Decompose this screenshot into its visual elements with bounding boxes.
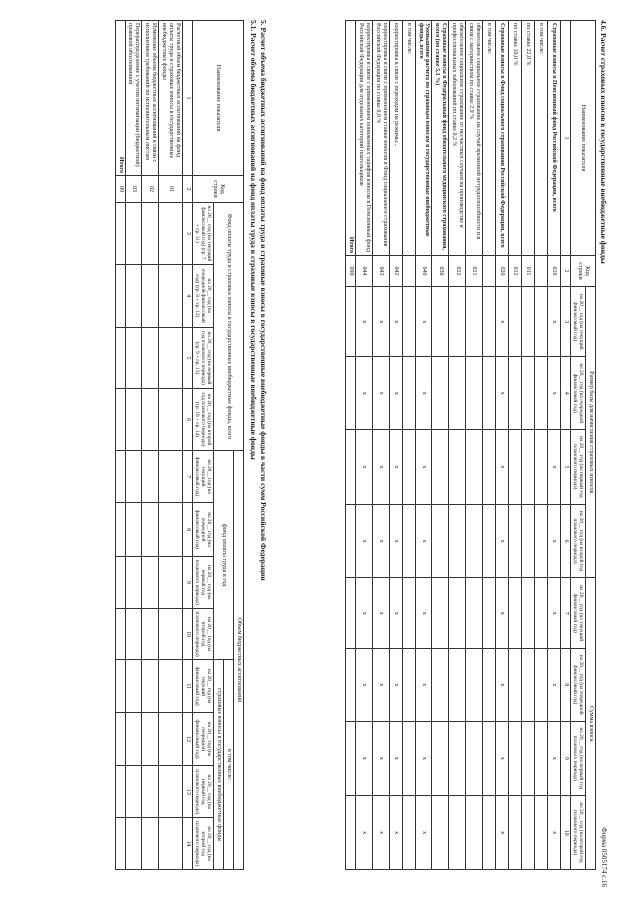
total-cell [346,578,356,648]
total-cell [346,430,356,505]
row-cell [432,430,449,505]
row-name: обязательное социальное страхование на случай временной нетрудоспособности и в связи с материнством по ставке 2,9 % [466,21,483,256]
row-code: 044 [356,256,373,287]
header-code: Код строки [570,256,595,287]
total-cell [115,556,125,608]
row-cell [402,721,415,796]
row-code [482,256,495,287]
column-header: на 20__ год (на текущий финансовый год) (гр. 7 + гр. 11) [192,203,214,265]
table-row [521,21,534,870]
row-cell [534,430,547,505]
row-cell [402,430,415,505]
row-cell: x [547,430,560,505]
row-cell: x [547,287,560,357]
row-cell [466,287,483,357]
row-cell [432,287,449,357]
row-cell [508,648,521,721]
row-name: Страховые взносы в Пенсионный фонд Российской Федерации, всего [547,21,560,256]
row-cell [521,648,534,721]
row-cell: x [415,504,432,578]
column-header: на 20__ год (на второй год планового периода) [192,818,214,870]
row-name: Страховые взносы в Фонд социального страхования Российской Федерации, всего [495,21,508,256]
row-cell [534,504,547,578]
row-cell [449,287,466,357]
header-code: Код строки [192,176,243,203]
row-cell: x [356,287,373,357]
column-number: 4 [560,357,570,430]
row-cell: x [415,357,432,430]
row-cell [142,389,159,451]
row-cell [159,556,183,608]
total-cell [346,287,356,357]
total-cell [115,327,125,388]
row-name: Страховые взносы в Федеральный фонд обязательного медицинского страхования, всего (по ставке 5,1 %) [432,21,449,256]
row-cell [432,721,449,796]
row-cell [159,712,183,766]
row-cell: x [415,721,432,796]
row-cell: x [547,721,560,796]
table-row [125,21,142,870]
row-cell [521,430,534,505]
total-cell [346,357,356,430]
row-code: 012 [508,256,521,287]
table-row [389,21,402,870]
row-cell: x [372,287,389,357]
row-cell [432,796,449,870]
column-number: 14 [182,818,192,870]
column-number: 10 [560,796,570,870]
total-row [115,21,125,870]
row-code: 021 [466,256,483,287]
column-header: на 20__ год (на первый год планового периода) [570,430,585,505]
column-header: на 20__ год (на первый год планового периода) [570,721,585,796]
row-cell: x [547,504,560,578]
total-label: Итого [115,21,125,176]
row-name: по ставке 22,0 % [521,21,534,256]
row-cell [466,430,483,505]
row-cell: x [389,504,402,578]
table-row [432,21,449,870]
column-number: 12 [182,712,192,766]
row-name: корректировка в связи с переходом на режимы... [389,21,402,256]
section-46-title: 4.6. Расчет страховых взносов в государственные внебюджетные фонды [599,20,608,264]
column-number: 5 [182,327,192,388]
row-cell [449,796,466,870]
row-cell: x [495,287,508,357]
total-cell [115,712,125,766]
row-cell [125,818,142,870]
row-code: 040 [415,256,432,287]
row-cell: x [372,796,389,870]
column-number: 6 [182,389,192,451]
table-row [508,21,521,870]
column-header: на 20__ год (на текущий финансовый год) [570,578,585,648]
section-5-title: 5. Расчет объема бюджетных ассигнований на фонд оплаты труда и страховые взносы в государственные внебюджетные фонды в части сумм Российской Федерации [259,20,268,581]
row-cell [482,578,495,648]
row-cell: x [356,721,373,796]
row-cell [402,287,415,357]
row-cell [482,796,495,870]
row-cell [482,287,495,357]
table-row [356,21,373,870]
column-number: 2 [560,256,570,287]
column-number: 1 [182,21,192,176]
row-code [534,256,547,287]
row-cell [449,430,466,505]
row-cell: x [356,796,373,870]
row-cell: x [372,578,389,648]
table-row [402,21,415,870]
row-cell: x [415,796,432,870]
row-cell: x [547,796,560,870]
row-cell: x [547,648,560,721]
row-cell [508,357,521,430]
column-header: на 20__ год (на первый год планового периода) (гр. 9 + гр. 13) [192,327,214,388]
column-number: 6 [560,504,570,578]
table-row [142,21,159,870]
row-cell [402,796,415,870]
row-cell: x [356,430,373,505]
row-cell [466,578,483,648]
header-indicator: Наименование показателя [570,21,595,256]
row-cell [125,712,142,766]
column-number: 9 [182,556,192,608]
column-header: на 20__ год (на первый год планового периода) [192,556,214,608]
total-cell [115,766,125,818]
total-cell [115,503,125,557]
row-cell [508,578,521,648]
column-header: на 20__ год (на очередной финансовый год) [570,357,585,430]
row-cell [125,327,142,388]
row-cell [449,578,466,648]
column-number: 2 [182,176,192,203]
row-name: в том числе: [534,21,547,256]
table-row [466,21,483,870]
row-cell: x [389,796,402,870]
row-cell [402,578,415,648]
row-cell [466,648,483,721]
row-cell: x [415,578,432,648]
row-cell: x [495,796,508,870]
row-cell: x [372,648,389,721]
row-cell [508,504,521,578]
row-cell: x [372,504,389,578]
column-number: 9 [560,721,570,796]
total-label: Итого [346,21,356,256]
column-header: на 20__ год (на текущий финансовый год) [192,450,214,502]
column-number: 8 [182,503,192,557]
row-cell: x [356,504,373,578]
header-ins: страховые взносы в государственные внебюджетные фонды [214,660,224,870]
row-cell [159,264,183,327]
insurance-table [345,20,596,870]
row-cell: x [356,357,373,430]
row-cell [508,796,521,870]
row-cell [534,648,547,721]
column-number: 7 [182,450,192,502]
row-cell: x [415,430,432,505]
row-cell [159,608,183,660]
row-code: 01 [159,176,183,203]
row-cell: x [415,648,432,721]
row-cell: x [389,430,402,505]
row-cell: x [495,578,508,648]
row-cell [125,450,142,502]
row-cell: x [372,357,389,430]
row-cell [125,660,142,712]
total-cell [115,203,125,265]
column-header: на 20__ год (на очередной финансовый год) [570,648,585,721]
row-cell [534,578,547,648]
row-cell [125,264,142,327]
row-cell [125,608,142,660]
table-row [547,21,560,870]
row-cell [482,648,495,721]
column-number: 8 [560,648,570,721]
row-cell [432,504,449,578]
row-name: Перераспределение с учетом оптимизации (бюджетной) правовой обоснованной [125,21,142,176]
row-cell [159,660,183,712]
row-cell: x [495,430,508,505]
row-cell: x [547,578,560,648]
column-header: на 20__ год (на текущий финансовый год) [570,287,585,357]
section-51-title: 5.1. Расчет объема бюджетных ассигнований на фонд оплаты труда и страховые взносы в государственные внебюджетные фонды [249,20,258,460]
column-number: 3 [182,203,192,265]
column-header: на 20__ год (на очередной финансовый год) (гр. 8 + гр. 12) [192,264,214,327]
row-cell [482,721,495,796]
row-cell [449,357,466,430]
table-row [534,21,547,870]
row-cell [432,578,449,648]
row-cell [159,327,183,388]
row-name: в том числе: [402,21,415,256]
row-cell [159,450,183,502]
column-header: на 20__ год (на второй год планового периода) [192,608,214,660]
row-cell [521,796,534,870]
row-cell: x [372,430,389,505]
row-cell [482,430,495,505]
row-cell [142,660,159,712]
row-cell: x [495,504,508,578]
column-header: на 20__ год (на второй год планового периода) [570,504,585,578]
row-name: обязательное социальное страхование от несчастных случаев на производстве и профессиональных заболеваний по ставке 0,2 % [449,21,466,256]
row-cell [534,796,547,870]
header-budget: Объем бюджетных ассигнований [234,450,244,869]
row-cell: x [495,721,508,796]
budget-table [115,20,244,870]
column-number: 1 [560,21,570,256]
column-header: на 20__ год (на второй год планового периода) [570,796,585,870]
column-number: 3 [560,287,570,357]
row-cell: x [356,578,373,648]
column-number: 10 [182,608,192,660]
header-fot: фонд оплаты труда в год [214,450,234,660]
header-base: Размер базы для начисления страховых взносов [586,287,596,578]
header-fot-total: Фонд оплаты труда и страховые взносы в государственные внебюджетные фонды, всего [214,203,244,451]
row-code: 03 [125,176,142,203]
row-cell [402,648,415,721]
row-cell [432,357,449,430]
column-header: на 20__ год (на первый год планового периода) [192,766,214,818]
header-indicator: Наименование показателя [192,21,243,176]
row-cell [508,430,521,505]
row-cell [402,504,415,578]
row-cell [125,503,142,557]
row-cell [521,721,534,796]
row-cell [534,287,547,357]
row-cell [449,721,466,796]
row-cell: x [495,648,508,721]
row-cell: x [372,721,389,796]
row-name: корректировка в связи с применением пониженных тарифов взносов в Пенсионный фонд Российской Федерации для отдельных категорий плательщиков [356,21,373,256]
row-cell [159,503,183,557]
row-name: корректировка в связи с применением ставки взносов в Фонд социального страхования Российской Федерации по ставке 0,0 % [372,21,389,256]
total-cell [346,648,356,721]
row-cell [142,264,159,327]
total-cell [115,450,125,502]
row-name: по ставке 10,0 % [508,21,521,256]
row-code: 043 [372,256,389,287]
row-cell [142,608,159,660]
row-cell [534,721,547,796]
row-cell [466,796,483,870]
table-row [372,21,389,870]
row-cell [402,357,415,430]
row-cell: x [389,648,402,721]
row-code: 030 [432,256,449,287]
row-cell [142,450,159,502]
total-row [346,21,356,870]
total-cell [346,721,356,796]
row-code [402,256,415,287]
row-code: 022 [449,256,466,287]
row-cell: x [356,648,373,721]
table-row [159,21,183,870]
column-header: на 20__ год (на текущий финансовый год) [192,660,214,712]
row-cell [449,648,466,721]
column-number: 4 [182,264,192,327]
total-cell [115,608,125,660]
row-cell [142,556,159,608]
row-cell [521,578,534,648]
row-name: Расчетный объем бюджетных ассигнований на фонд оплаты труда и страховые взносы в государственные внебюджетные фонды [159,21,183,176]
row-cell: x [389,578,402,648]
row-cell [432,648,449,721]
total-cell [115,818,125,870]
total-cell [346,796,356,870]
row-cell [159,818,183,870]
table-row [415,21,432,870]
row-cell: x [389,721,402,796]
row-cell [159,766,183,818]
row-cell [521,357,534,430]
row-cell [521,504,534,578]
row-cell: x [415,287,432,357]
table-row [449,21,466,870]
row-cell [508,721,521,796]
row-cell [159,389,183,451]
row-cell [482,504,495,578]
row-cell [466,721,483,796]
row-code: 010 [547,256,560,287]
row-cell [125,203,142,265]
row-cell [125,556,142,608]
table-row [495,21,508,870]
row-cell [466,357,483,430]
row-cell [142,818,159,870]
row-name: Изменение объема бюджетных ассигнований в связи с исполнением требований по исполнительным листам [142,21,159,176]
total-cell [115,264,125,327]
column-number: 11 [182,660,192,712]
row-cell [142,327,159,388]
row-cell [521,287,534,357]
header-incl: в том числе: [224,660,234,870]
total-code: 090 [346,256,356,287]
table-row [482,21,495,870]
column-number: 7 [560,578,570,648]
row-name: Уменьшение расчета по страховым взносам в государственные внебюджетные фонды, всего [415,21,432,256]
row-cell [508,287,521,357]
total-cell [346,504,356,578]
row-cell: x [547,357,560,430]
row-cell [125,389,142,451]
row-cell [534,357,547,430]
row-code: 020 [495,256,508,287]
row-name: в том числе: [482,21,495,256]
row-cell [142,712,159,766]
row-cell [449,504,466,578]
row-cell: x [389,357,402,430]
row-cell [482,357,495,430]
total-cell [115,660,125,712]
row-cell [142,766,159,818]
row-cell [125,766,142,818]
column-number: 13 [182,766,192,818]
row-cell [466,504,483,578]
row-cell [159,203,183,265]
row-cell: x [495,357,508,430]
total-code: 09 [115,176,125,203]
header-sum: Сумма взноса [586,578,596,870]
column-number: 5 [560,430,570,505]
column-header: на 20__ год (на очередной финансовый год) [192,712,214,766]
row-code: 011 [521,256,534,287]
row-code: 02 [142,176,159,203]
column-header: на 20__ год (на очередной финансовый год) [192,503,214,557]
form-code: Форма 0505174 с.16 [600,827,608,887]
row-cell [142,503,159,557]
row-code: 042 [389,256,402,287]
row-cell: x [389,287,402,357]
row-cell [142,203,159,265]
column-header: на 20__ год (на второй год планового периода) (гр. 10 + гр. 14) [192,389,214,451]
total-cell [115,389,125,451]
